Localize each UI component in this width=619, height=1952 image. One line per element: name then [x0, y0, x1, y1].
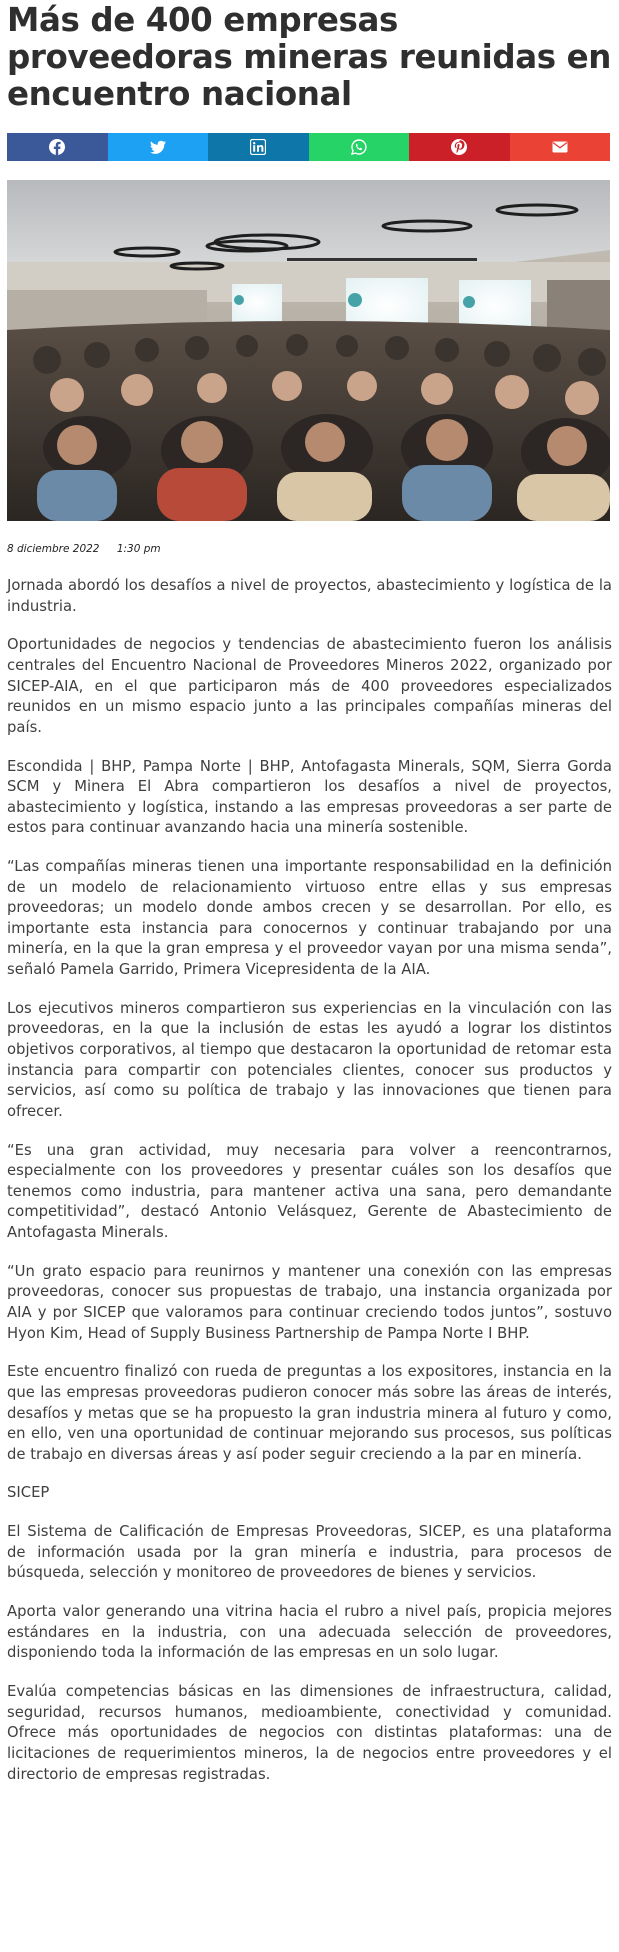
- linkedin-icon: [250, 139, 266, 155]
- article-paragraph: Este encuentro finalizó con rueda de preguntas a los expositores, instancia en la que las empresas proveedoras pudieron conocer más sobre las áreas de interés, desafíos y metas que se ha propuesto la gran industria minera al futuro y como, en ello, ven una oportunidad de continuar mejorando sus procesos, sus políticas de trabajo en diversas áreas y así poder seguir creciendo a la par en minería.: [7, 1363, 612, 1463]
- article-body: [7, 576, 612, 1785]
- share-pinterest-button[interactable]: [409, 133, 510, 161]
- share-facebook-button[interactable]: [7, 133, 108, 161]
- pinterest-icon: [451, 139, 467, 155]
- article-paragraph: Los ejecutivos mineros compartieron sus experiencias en la vinculación con las proveedoras, en la que la inclusión de estas les ayudó a lograr los distintos objetivos corporativos, al tiempo que destacaron la oportunidad de retomar esta instancia para compartir con potenciales clientes, conocer sus productos y servicios, así como su política de trabajo y las innovaciones que tienen para ofrecer.: [7, 999, 612, 1120]
- article-paragraph: Jornada abordó los desafíos a nivel de proyectos, abastecimiento y logística de la industria.: [7, 577, 612, 615]
- article-meta: [7, 542, 612, 556]
- twitter-icon: [150, 139, 166, 155]
- conference-audience-photo: [7, 180, 610, 521]
- share-email-button[interactable]: [510, 133, 611, 161]
- share-bar: [7, 133, 610, 161]
- article-paragraph: El Sistema de Calificación de Empresas Proveedoras, SICEP, es una plataforma de información usada por la gran minería e industria, para procesos de búsqueda, selección y monitoreo de proveedores de bienes y servicios.: [7, 1523, 612, 1582]
- article-paragraph: Evalúa competencias básicas en las dimensiones de infraestructura, calidad, seguridad, recursos humanos, medioambiente, conectividad y comunidad. Ofrece más oportunidades de negocios con distintas plataformas: una de licitaciones de requerimientos mineros, la de negocios entre proveedores y el directorio de empresas registradas.: [7, 1683, 612, 1783]
- facebook-icon: [49, 139, 65, 155]
- share-whatsapp-button[interactable]: [309, 133, 410, 161]
- whatsapp-icon: [351, 139, 367, 155]
- article-paragraph: Escondida | BHP, Pampa Norte | BHP, Antofagasta Minerals, SQM, Sierra Gorda SCM y Minera El Abra compartieron los desafíos a nivel de proyectos, abastecimiento y logística, instando a las empresas proveedoras a ser parte de estos para continuar avanzando hacia una minería sostenible.: [7, 757, 612, 837]
- email-icon: [552, 139, 568, 155]
- share-linkedin-button[interactable]: [208, 133, 309, 161]
- share-twitter-button[interactable]: [108, 133, 209, 161]
- article-date: 8 diciembre 2022: [7, 543, 100, 555]
- article-paragraph: “Es una gran actividad, muy necesaria para volver a reencontrarnos, especialmente con los proveedores y presentar cuáles son los desafíos que tenemos como industria, para mantener activa una sana, pero demandante competitividad”, destacó Antonio Velásquez, Gerente de Abastecimiento de Antofagasta Minerals.: [7, 1141, 612, 1241]
- hero-image: [7, 180, 610, 521]
- article-time: 1:30 pm: [116, 543, 161, 555]
- article-paragraph: Aporta valor generando una vitrina hacia el rubro a nivel país, propicia mejores estándares en la industria, con una adecuada selección de proveedores, disponiendo toda la información de las empresas en un solo lugar.: [7, 1603, 612, 1662]
- article-paragraph: Oportunidades de negocios y tendencias de abastecimiento fueron los análisis centrales del Encuentro Nacional de Proveedores Mineros 2022, organizado por SICEP-AIA, en el que participaron más de 400 proveedores especializados reunidos en un mismo espacio junto a las principales compañías mineras del país.: [7, 636, 612, 736]
- section-heading-sicep: SICEP: [7, 1484, 50, 1502]
- article-paragraph: “Un grato espacio para reunirnos y mantener una conexión con las empresas proveedoras, conocer sus propuestas de trabajo, una instancia organizada por AIA y por SICEP que valoramos para continuar creciendo todos juntos”, sostuvo Hyon Kim, Head of Supply Business Partnership de Pampa Norte I BHP.: [7, 1262, 612, 1342]
- article-paragraph: “Las compañías mineras tienen una importante responsabilidad en la definición de un modelo de relacionamiento virtuoso entre ellas y sus empresas proveedoras; un modelo donde ambos crecen y se desarrollan. Por ello, es importante esta instancia para conocernos y continuar trabajando por una minería, en la que la gran empresa y el proveedor vayan por una misma senda”, señaló Pamela Garrido, Primera Vicepresidenta de la AIA.: [7, 858, 612, 979]
- article-title: Más de 400 empresas proveedoras mineras reunidas en encuentro nacional: [7, 1, 612, 113]
